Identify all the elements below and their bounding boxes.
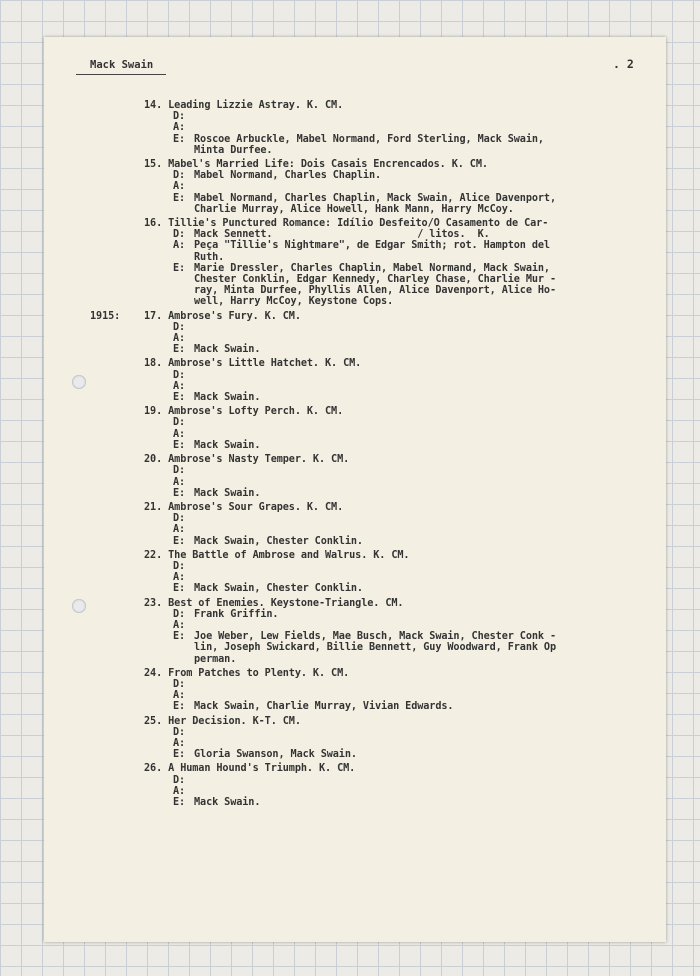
credit-label: E: (173, 583, 186, 595)
credit-line (44, 370, 666, 381)
credit-continuation (44, 145, 666, 156)
credit-line (44, 524, 666, 535)
credit-line (44, 429, 666, 440)
film-title-text: 22. The Battle of Ambrose and Walrus. K. CM. (144, 549, 410, 561)
film-entry (44, 668, 666, 713)
credit-label: A: (173, 240, 186, 252)
credit-label: D: (173, 369, 186, 381)
credit-line (44, 488, 666, 499)
credit-label: D: (173, 513, 186, 525)
credit-text: Mack Swain. (194, 439, 261, 451)
credit-label: D: (173, 726, 186, 738)
page-number: . 2 (613, 57, 634, 71)
credit-line (44, 572, 666, 583)
credit-text: Mack Swain. (194, 344, 261, 356)
film-title-text: 20. Ambrose's Nasty Temper. K. CM. (144, 454, 350, 466)
credit-line (44, 134, 666, 145)
film-entry (44, 598, 666, 665)
credit-text: Mabel Normand, Charles Chaplin, Mack Swain, Alice Davenport, (194, 192, 557, 204)
film-title-text: 14. Leading Lizzie Astray. K. CM. (144, 100, 344, 111)
credit-label: D: (173, 560, 186, 572)
film-entry (44, 716, 666, 761)
credit-line (44, 440, 666, 451)
film-title-text: 24. From Patches to Plenty. K. CM. (144, 667, 350, 679)
credit-label: A: (173, 572, 186, 584)
credit-label: A: (173, 524, 186, 536)
film-title (44, 311, 666, 322)
film-title (44, 716, 666, 727)
credit-label: A: (173, 181, 186, 193)
credit-line (44, 477, 666, 488)
credit-text: Ruth. (194, 251, 225, 263)
credit-line (44, 111, 666, 122)
film-title (44, 598, 666, 609)
header-underline (76, 74, 166, 75)
film-title (44, 358, 666, 369)
film-title (44, 454, 666, 465)
credit-label: A: (173, 122, 186, 134)
credit-continuation (44, 204, 666, 215)
film-title (44, 550, 666, 561)
credit-continuation (44, 642, 666, 653)
credit-line (44, 240, 666, 251)
credit-text: lin, Joseph Swickard, Billie Bennett, Guy Woodward, Frank Op (194, 642, 557, 654)
credit-line (44, 322, 666, 333)
credit-line (44, 679, 666, 690)
credit-label: D: (173, 465, 186, 477)
credit-line (44, 229, 666, 240)
credit-text: Mack Swain. (194, 392, 261, 404)
credit-line (44, 333, 666, 344)
credit-label: E: (173, 192, 186, 204)
credit-text: Mack Swain. (194, 796, 261, 808)
credit-text: Peça "Tillie's Nightmare", de Edgar Smith; rot. Hampton del (194, 240, 550, 252)
credit-label: A: (173, 619, 186, 631)
credit-label: D: (173, 417, 186, 429)
credit-label: D: (173, 774, 186, 786)
credit-label: E: (173, 392, 186, 404)
film-title (44, 100, 666, 111)
film-title-text: 23. Best of Enemies. Keystone-Triangle. CM. (144, 597, 404, 609)
credit-label: A: (173, 690, 186, 702)
credit-label: A: (173, 333, 186, 345)
credit-label: E: (173, 535, 186, 547)
credit-line (44, 631, 666, 642)
credit-label: E: (173, 262, 186, 274)
filmography-list (44, 100, 666, 811)
credit-text: Chester Conklin, Edgar Kennedy, Charley Chase, Charlie Mur - (194, 274, 557, 286)
film-entry (44, 502, 666, 547)
credit-continuation (44, 285, 666, 296)
credit-text: Mack Swain, Charlie Murray, Vivian Edwards. (194, 701, 454, 713)
credit-text: Frank Griffin. (194, 608, 279, 620)
credit-label: D: (173, 321, 186, 333)
credit-line (44, 797, 666, 808)
credit-label: A: (173, 380, 186, 392)
credit-line (44, 170, 666, 181)
credit-text: Mack Swain, Chester Conklin. (194, 583, 363, 595)
credit-line (44, 465, 666, 476)
credit-line (44, 561, 666, 572)
year-label: 1915: (90, 310, 121, 322)
credit-label: D: (173, 170, 186, 182)
credit-line (44, 786, 666, 797)
credit-label: E: (173, 749, 186, 761)
credit-line (44, 690, 666, 701)
film-title (44, 406, 666, 417)
film-entry (44, 406, 666, 451)
film-entry (44, 358, 666, 403)
film-title (44, 502, 666, 513)
credit-label: D: (173, 111, 186, 123)
credit-line (44, 122, 666, 133)
credit-text: Mack Swain, Chester Conklin. (194, 535, 363, 547)
film-title (44, 218, 666, 229)
credit-line (44, 344, 666, 355)
credit-line (44, 513, 666, 524)
credit-label: E: (173, 487, 186, 499)
film-title-text: 16. Tillie's Punctured Romance: Idílio Desfeito/O Casamento de Car- (144, 218, 549, 230)
credit-line (44, 738, 666, 749)
credit-line (44, 536, 666, 547)
credit-continuation (44, 274, 666, 285)
credit-line (44, 727, 666, 738)
credit-text: Roscoe Arbuckle, Mabel Normand, Ford Sterling, Mack Swain, (194, 133, 544, 145)
film-entry (44, 454, 666, 499)
film-entry (44, 311, 666, 356)
film-title-text: 18. Ambrose's Little Hatchet. K. CM. (144, 358, 362, 370)
credit-label: A: (173, 737, 186, 749)
credit-line (44, 193, 666, 204)
credit-line (44, 620, 666, 631)
credit-line (44, 181, 666, 192)
credit-line (44, 392, 666, 403)
credit-label: E: (173, 631, 186, 643)
credit-continuation (44, 252, 666, 263)
film-title-text: 26. A Human Hound's Triumph. K. CM. (144, 763, 356, 775)
credit-text: Mabel Normand, Charles Chaplin. (194, 170, 382, 182)
film-entry (44, 763, 666, 808)
credit-label: E: (173, 701, 186, 713)
header-name: Mack Swain (90, 59, 154, 71)
credit-label: E: (173, 344, 186, 356)
credit-line (44, 775, 666, 786)
film-entry (44, 218, 666, 308)
film-title (44, 159, 666, 170)
credit-line (44, 263, 666, 274)
film-title-text: 19. Ambrose's Lofty Perch. K. CM. (144, 406, 344, 418)
credit-label: D: (173, 678, 186, 690)
film-title-text: 17. Ambrose's Fury. K. CM. (144, 310, 301, 322)
credit-line (44, 583, 666, 594)
film-title (44, 668, 666, 679)
film-title-text: 15. Mabel's Married Life: Dois Casais Encrencados. K. CM. (144, 159, 488, 171)
film-title-text: 25. Her Decision. K-T. CM. (144, 715, 301, 727)
credit-text: ray, Minta Durfee, Phyllis Allen, Alice Davenport, Alice Ho- (194, 285, 557, 297)
film-title-text: 21. Ambrose's Sour Grapes. K. CM. (144, 501, 344, 513)
credit-label: A: (173, 476, 186, 488)
typewritten-page (44, 37, 666, 942)
credit-line (44, 701, 666, 712)
film-entry (44, 550, 666, 595)
credit-line (44, 749, 666, 760)
film-entry (44, 100, 666, 156)
credit-label: E: (173, 796, 186, 808)
credit-label: A: (173, 428, 186, 440)
credit-text: perman. (194, 653, 237, 665)
credit-label: A: (173, 785, 186, 797)
credit-line (44, 609, 666, 620)
credit-text: Gloria Swanson, Mack Swain. (194, 749, 357, 761)
credit-line (44, 381, 666, 392)
credit-text: Mack Sennett. / litos. K. (194, 229, 490, 241)
credit-text: Marie Dressler, Charles Chaplin, Mabel Normand, Mack Swain, (194, 262, 550, 274)
credit-label: E: (173, 439, 186, 451)
film-entry (44, 159, 666, 215)
credit-continuation (44, 654, 666, 665)
credit-text: Mack Swain. (194, 487, 261, 499)
credit-line (44, 417, 666, 428)
credit-text: Joe Weber, Lew Fields, Mae Busch, Mack Swain, Chester Conk - (194, 631, 557, 643)
credit-label: D: (173, 608, 186, 620)
credit-text: well, Harry McCoy, Keystone Cops. (194, 296, 394, 308)
film-title (44, 763, 666, 774)
credit-continuation (44, 296, 666, 307)
credit-label: D: (173, 229, 186, 241)
credit-text: Minta Durfee. (194, 144, 273, 156)
credit-label: E: (173, 133, 186, 145)
credit-text: Charlie Murray, Alice Howell, Hank Mann, Harry McCoy. (194, 203, 514, 215)
